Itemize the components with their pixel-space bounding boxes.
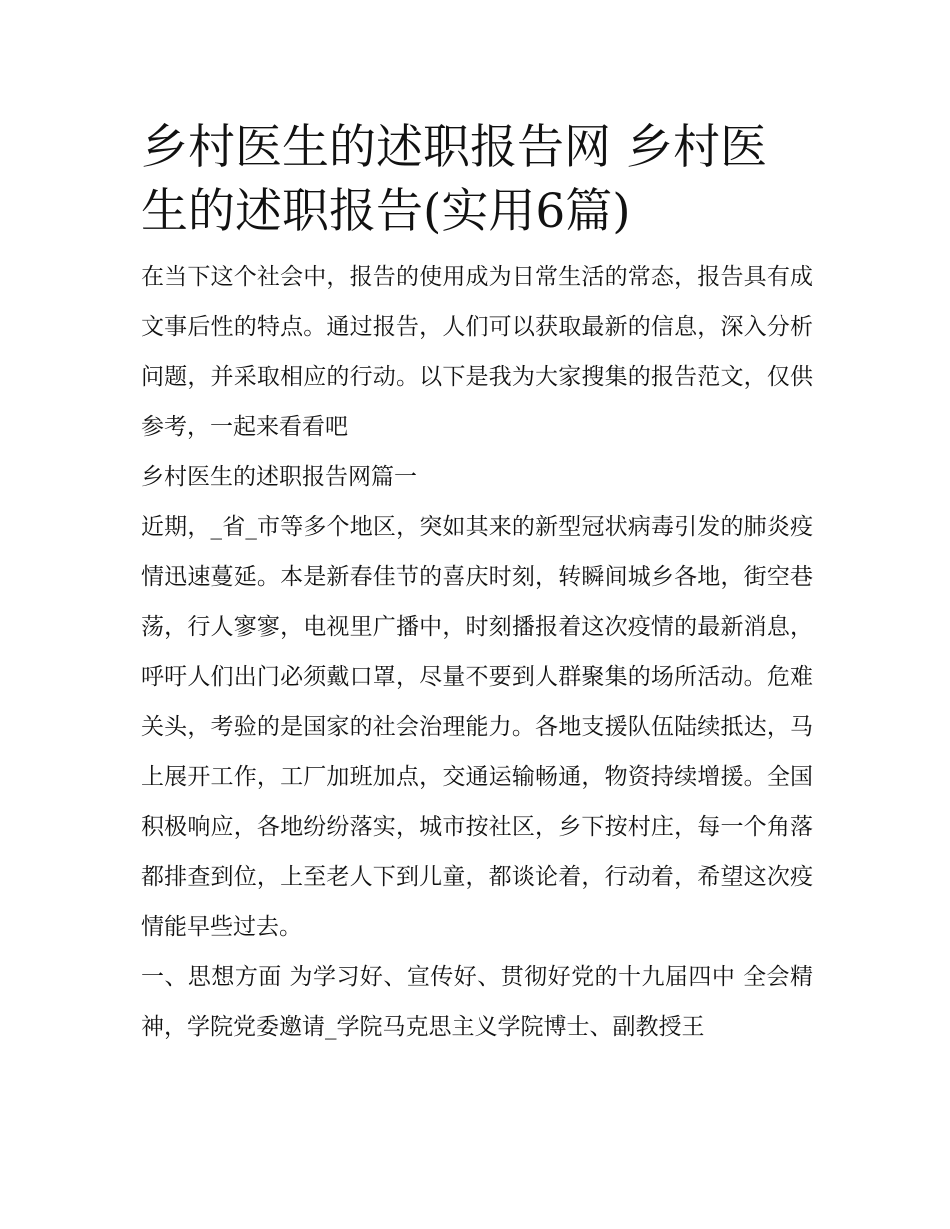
body-paragraph-continued: 一、思想方面 为学习好、宣传好、贯彻好党的十九届四中 全会精神，学院党委邀请_学院马克思主义学院博士、副教授王 [141, 964, 813, 1040]
document-body [141, 116, 813, 1052]
section-heading: 乡村医生的述职报告网篇一 [141, 464, 417, 490]
document-title: 乡村医生的述职报告网 乡村医生的述职报告(实用6篇) [141, 120, 767, 239]
intro-paragraph: 在当下这个社会中，报告的使用成为日常生活的常态，报告具有成文事后性的特点。通过报告，人们可以获取最新的信息，深入分析问题，并采取相应的行动。以下是我为大家搜集的报告范文，仅供参考，一起来看看吧 [141, 264, 813, 440]
body-paragraph: 近期，_省_市等多个地区，突如其来的新型冠状病毒引发的肺炎疫情迅速蔓延。本是新春佳节的喜庆时刻，转瞬间城乡各地，街空巷荡，行人寥寥，电视里广播中，时刻播报着这次疫情的最新消息，呼吁人们出门必须戴口罩，尽量不要到人群聚集的场所活动。危难关头，考验的是国家的社会治理能力。各地支援队伍陆续抵达，马上展开工作，工厂加班加点，交通运输畅通，物资持续增援。全国积极响应，各地纷纷落实，城市按社区，乡下按村庄，每一个角落都排查到位，上至老人下到儿童，都谈论着，行动着，希望这次疫情能早些过去。 [141, 514, 813, 940]
title-spacer [141, 244, 813, 252]
